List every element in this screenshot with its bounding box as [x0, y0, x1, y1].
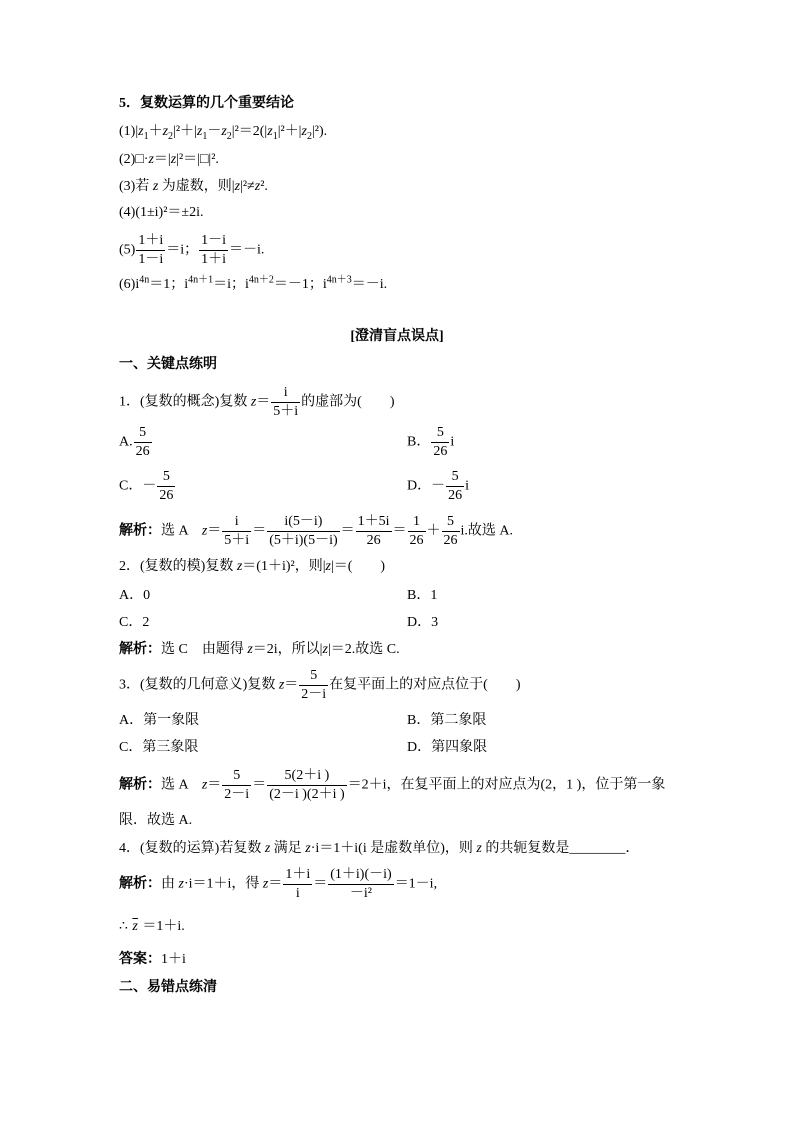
text-run: 1．(复数的概念)复数 — [119, 394, 251, 410]
fraction — [222, 513, 251, 550]
text-run: ＝ — [256, 394, 271, 410]
text-run: ·i＝1＋i(i 是虚数单位)，则 — [310, 841, 477, 856]
text-run: B．第二象限 — [407, 713, 487, 728]
fraction-numerator: 1 — [413, 514, 421, 529]
text-run: ＝1＋i. — [138, 919, 185, 934]
text-run: ＝ — [392, 523, 407, 539]
conclusion-2 — [119, 151, 219, 169]
text-run: 限．故选 A. — [119, 813, 193, 828]
question-2-option-a — [119, 587, 150, 605]
math-variable: z — [301, 124, 307, 139]
text-run: |＝2.故选 C. — [327, 642, 400, 657]
math-variable: z — [322, 642, 328, 657]
fraction-numerator: (1＋i)(－i) — [330, 867, 392, 882]
text-run: ². — [260, 179, 268, 194]
fraction-numerator: 5 — [310, 668, 318, 683]
question-4-analysis-line-1 — [119, 866, 437, 903]
math-variable: z — [201, 777, 208, 793]
part-2-heading: 二、易错点练清 — [119, 980, 217, 995]
text-run: ＋ — [148, 124, 163, 139]
fraction-numerator: 1＋i — [138, 233, 164, 248]
question-2-option-b — [407, 587, 437, 605]
math-variable: z — [138, 124, 144, 139]
text-run: (1)| — [119, 124, 139, 139]
fraction-denominator: 26 — [135, 444, 150, 459]
question-4-answer — [119, 951, 186, 969]
fraction-denominator: 1＋i — [201, 252, 226, 267]
text-run: (3)若 — [119, 179, 153, 194]
text-run: ＝－i. — [351, 277, 388, 292]
text-run: D．－ — [407, 478, 446, 494]
fraction — [136, 232, 165, 269]
bold-label: 解析： — [119, 642, 161, 657]
text-run: |＝( ) — [330, 559, 386, 574]
fraction-numerator: 5 — [139, 425, 147, 440]
math-variable: z — [152, 179, 159, 194]
fraction — [283, 866, 312, 903]
conclusion-5 — [119, 232, 264, 269]
math-variable: z — [170, 152, 177, 167]
fraction-denominator: －i² — [328, 884, 393, 903]
text-run: 的虚部为( ) — [301, 394, 395, 410]
math-variable: z — [264, 841, 271, 856]
bold-label: 解析： — [119, 523, 161, 539]
question-2-option-c — [119, 614, 149, 632]
text-run: ＝ — [252, 777, 267, 793]
fraction — [222, 767, 251, 804]
text-run: A. — [119, 434, 133, 450]
text-run: ＝ — [284, 677, 299, 693]
text-run: ＝－1；i — [273, 277, 327, 292]
fraction — [328, 866, 393, 903]
text-run: i — [450, 434, 455, 450]
fraction — [157, 468, 175, 505]
text-run: 4．(复数的运算)若复数 — [119, 841, 265, 856]
question-2-option-d — [407, 614, 438, 632]
fraction — [299, 667, 328, 704]
fraction — [267, 513, 339, 550]
math-variable: z — [234, 179, 241, 194]
superscript: 4n — [139, 274, 150, 286]
math-variable: z — [476, 841, 482, 856]
text-run: |²＝|□|². — [176, 152, 219, 167]
fraction — [271, 384, 300, 421]
fraction-denominator: (2－i )(2＋i ) — [269, 787, 345, 802]
text-run: A．第一象限 — [119, 713, 200, 728]
text-run: |²). — [311, 124, 328, 139]
text-run: 为虚数，则| — [158, 179, 235, 194]
fraction — [134, 424, 152, 461]
math-variable: z — [148, 152, 154, 167]
section-5-heading: 5．复数运算的几个重要结论 — [119, 96, 294, 111]
clarify-heading: [澄清盲点误点] — [350, 329, 444, 344]
text-run: ＝ — [207, 523, 222, 539]
subscript: 1 — [272, 130, 278, 142]
fraction — [199, 232, 228, 269]
subscript: 2 — [306, 130, 312, 142]
fraction-numerator: i — [234, 514, 239, 529]
text-run: C．－ — [119, 478, 157, 494]
subscript: 2 — [226, 130, 232, 142]
fraction-numerator: 5 — [436, 425, 444, 440]
text-run: 的共轭复数是________． — [481, 841, 640, 856]
fraction-denominator: 1－i — [138, 252, 164, 267]
fraction-numerator: i — [283, 385, 288, 400]
subscript: 2 — [168, 130, 174, 142]
text-run: ＝i； — [166, 242, 199, 258]
fraction-denominator: 5＋i — [273, 404, 299, 419]
fraction-denominator: 26 — [448, 488, 463, 503]
fraction-numerator: 5 — [233, 768, 241, 783]
text-run: ·i＝1＋i，得 — [183, 876, 263, 892]
question-3-analysis-line-1 — [119, 767, 665, 804]
text-run: D．3 — [407, 615, 439, 630]
question-3-option-a — [119, 712, 199, 730]
text-run: 选 A — [161, 523, 202, 539]
fraction-denominator: i — [283, 884, 312, 903]
math-variable: z — [196, 124, 203, 139]
part-1-heading: 一、关键点练明 — [119, 357, 217, 372]
math-variable: z — [201, 523, 208, 539]
question-3-analysis-line-2 — [119, 812, 192, 830]
text-run: (6)i — [119, 277, 140, 292]
text-run: ＝ — [313, 876, 328, 892]
fraction-denominator: 2－i — [224, 787, 250, 802]
question-3-option-d — [407, 739, 487, 757]
text-run: |²＝2(| — [231, 124, 268, 139]
question-1-option-c — [119, 468, 176, 505]
text-run: B．1 — [407, 588, 438, 603]
text-run: 2．(复数的模)复数 — [119, 559, 237, 574]
question-4-stem — [119, 840, 639, 858]
fraction-numerator: 5 — [447, 514, 455, 529]
fraction-denominator: 26 — [433, 444, 448, 459]
fraction-denominator: 26 — [443, 533, 458, 548]
text-run: ＋ — [426, 523, 441, 539]
text-run: ＝1；i — [149, 277, 189, 292]
question-1-option-b — [407, 424, 454, 461]
superscript: 4n＋1 — [188, 274, 214, 286]
text-run: ＝i；i — [213, 277, 249, 292]
text-run: ＝1－i, — [394, 876, 438, 892]
question-3-stem — [119, 667, 521, 704]
text-run: C．第三象限 — [119, 740, 199, 755]
math-variable: z — [262, 876, 269, 892]
conclusion-6 — [119, 276, 387, 294]
question-3-option-b — [407, 712, 486, 730]
fraction — [408, 513, 426, 550]
text-run: ＝ — [340, 523, 355, 539]
math-variable: z — [325, 559, 331, 574]
fraction-numerator: 1＋i — [285, 867, 311, 882]
text-run: ＝ — [252, 523, 267, 539]
fraction-denominator: 5＋i — [224, 533, 250, 548]
question-2-analysis — [119, 641, 400, 659]
text-run: (2)□· — [119, 152, 149, 167]
math-variable: z — [305, 841, 311, 856]
text-run: ＝2i，所以| — [252, 642, 323, 657]
question-1-option-a — [119, 424, 153, 461]
bold-label: 解析： — [119, 876, 161, 892]
text-run: ＝ — [207, 777, 222, 793]
question-3-option-c — [119, 739, 198, 757]
math-variable: z — [221, 124, 227, 139]
bold-label: 答案： — [119, 952, 161, 967]
text-run: 在复平面上的对应点位于( ) — [329, 677, 521, 693]
text-run: D．第四象限 — [407, 740, 488, 755]
fraction-numerator: 1＋5i — [357, 514, 390, 529]
text-run: C．2 — [119, 615, 150, 630]
fraction-denominator: (5＋i)(5－i) — [269, 533, 338, 548]
text-run: 1＋i — [161, 952, 186, 967]
text-run: 由 — [161, 876, 179, 892]
fraction-denominator: 26 — [159, 488, 174, 503]
superscript: 4n＋3 — [326, 274, 352, 286]
math-variable: z — [267, 124, 273, 139]
text-run: A．0 — [119, 588, 151, 603]
text-run: ＝(1＋i)²，则| — [242, 559, 326, 574]
math-variable: z — [254, 179, 261, 194]
fraction-numerator: 5 — [162, 469, 170, 484]
conclusion-3 — [119, 178, 268, 196]
question-1-analysis — [119, 513, 513, 550]
text-run: i.故选 A. — [460, 523, 514, 539]
text-run: 3．(复数的几何意义)复数 — [119, 677, 279, 693]
text-run: ∴ — [119, 919, 132, 934]
text-run: i — [465, 478, 470, 494]
text-run: 选 C 由题得 — [161, 642, 248, 657]
subscript: 1 — [202, 130, 208, 142]
text-run: B． — [407, 434, 431, 450]
conclusion-4 — [119, 204, 204, 222]
text-run: ＝ — [268, 876, 283, 892]
conjugate-variable: $\overline{z}$ — [132, 919, 138, 934]
text-run: － — [207, 124, 222, 139]
fraction-denominator: 26 — [356, 531, 392, 550]
text-run: 满足 — [270, 841, 306, 856]
superscript: 4n＋2 — [248, 274, 274, 286]
question-1-stem — [119, 384, 395, 421]
text-run: |²＋| — [277, 124, 302, 139]
math-variable: z — [236, 559, 243, 574]
fraction — [431, 424, 449, 461]
math-variable: z — [178, 876, 184, 892]
text-run: ＝2＋i，在复平面上的对应点为(2，1 )，位于第一象 — [347, 777, 666, 793]
text-run: ＝－i. — [229, 242, 265, 258]
math-variable: z — [247, 642, 253, 657]
fraction — [446, 468, 464, 505]
fraction-numerator: 5(2＋i ) — [284, 768, 330, 783]
fraction-numerator: 5 — [451, 469, 459, 484]
fraction — [267, 767, 346, 804]
question-2-stem — [119, 558, 385, 576]
math-variable: z — [250, 394, 257, 410]
question-1-option-d — [407, 468, 469, 505]
text-run: |²＋| — [173, 124, 197, 139]
text-run: (4)(1±i)²＝±2i. — [119, 205, 204, 220]
subscript: 1 — [143, 130, 149, 142]
fraction — [356, 513, 392, 550]
fraction — [442, 513, 460, 550]
fraction-numerator: i(5－i) — [284, 514, 323, 529]
fraction-denominator: 26 — [409, 533, 424, 548]
text-run: 选 A — [161, 777, 202, 793]
text-run: (5) — [119, 242, 136, 258]
text-run: ＝| — [153, 152, 171, 167]
conclusion-1 — [119, 123, 327, 141]
fraction-denominator: 2－i — [301, 687, 327, 702]
math-variable: z — [162, 124, 169, 139]
question-4-analysis-line-2 — [119, 918, 185, 936]
bold-label: 解析： — [119, 777, 161, 793]
text-run: |²≠ — [240, 179, 255, 194]
fraction-numerator: 1－i — [201, 233, 226, 248]
math-variable: z — [278, 677, 285, 693]
